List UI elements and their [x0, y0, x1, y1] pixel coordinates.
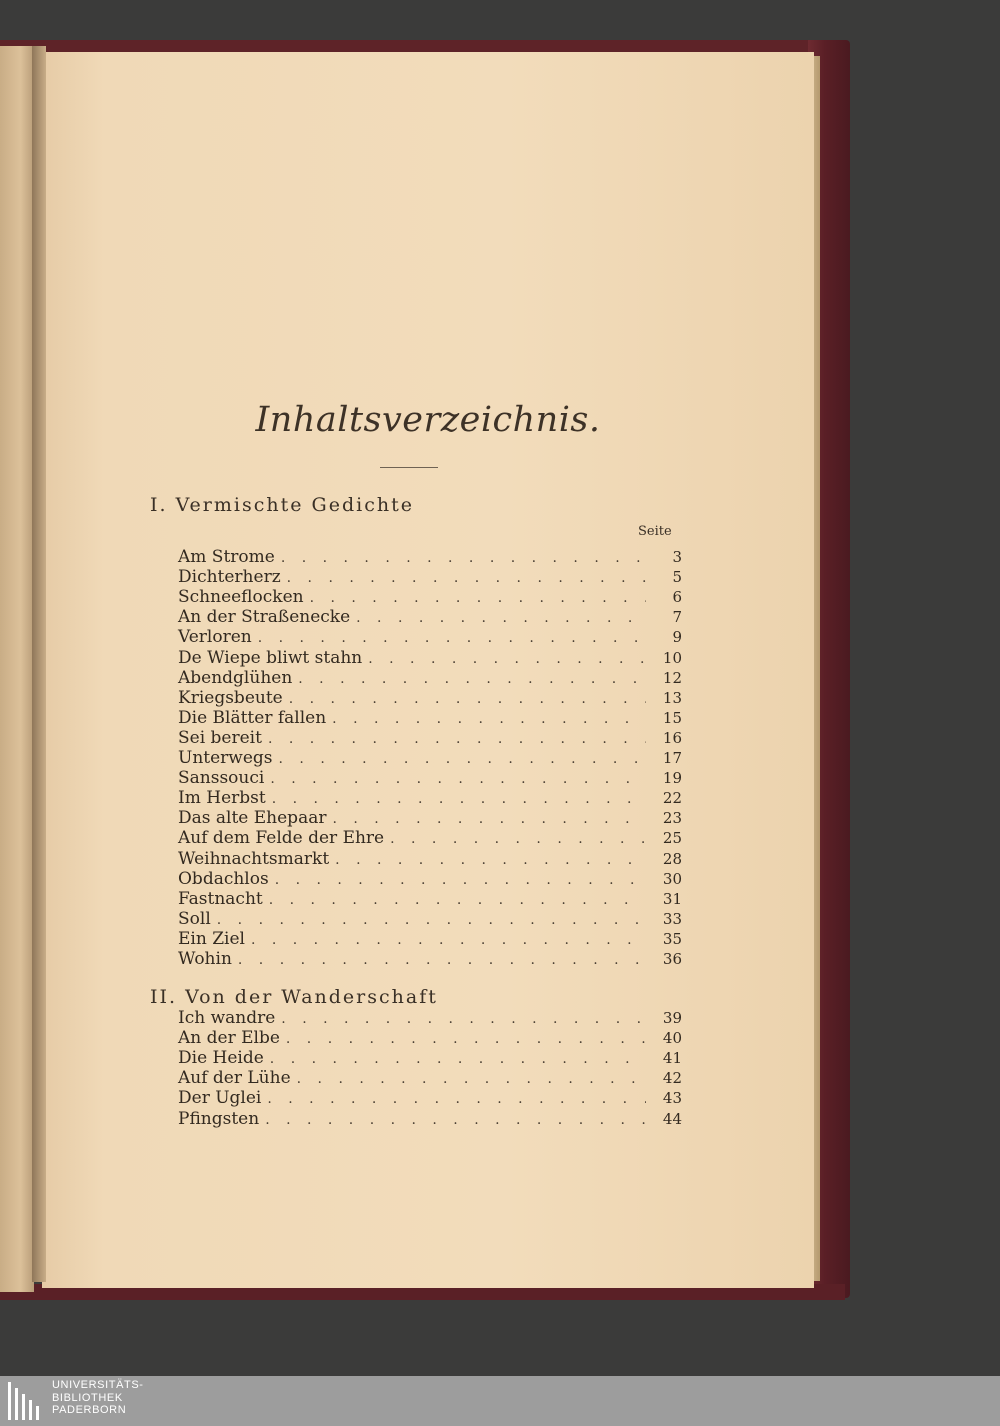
leader-dots [279, 749, 646, 769]
leader-dots [332, 709, 646, 729]
toc-entry-page: 40 [662, 1029, 682, 1048]
toc-entry-page: 10 [662, 648, 682, 667]
toc-entry-title: Im Herbst [178, 788, 266, 809]
left-page-edge [0, 46, 34, 1292]
page-title: Inhaltsverzeichnis. [255, 400, 601, 440]
toc-entry-title: An der Elbe [178, 1028, 280, 1049]
library-name [52, 1379, 144, 1417]
library-name-line-3: PADERBORN [52, 1404, 127, 1416]
page-gutter [32, 46, 46, 1282]
toc-entry-page: 31 [662, 889, 682, 908]
toc-entry-page: 35 [662, 929, 682, 948]
toc-entry-page: 41 [662, 1049, 682, 1068]
toc-entry [178, 607, 682, 627]
toc-entry [178, 828, 682, 848]
toc-entry-title: Die Heide [178, 1048, 264, 1069]
toc-entry [178, 547, 682, 567]
toc-entry [178, 1008, 682, 1028]
library-footer [0, 1376, 1000, 1426]
toc-entry-title: Die Blätter fallen [178, 707, 327, 728]
toc-entry-title: Pfingsten [178, 1108, 260, 1129]
toc-entry [178, 808, 682, 828]
toc-entry-page: 12 [662, 668, 682, 687]
toc-entry-title: Der Uglei [178, 1088, 262, 1109]
toc-entry-page: 44 [662, 1109, 682, 1128]
leader-dots [286, 1029, 646, 1049]
toc-entry-page: 5 [672, 568, 682, 587]
toc-entry-title: Sei bereit [178, 727, 262, 748]
toc-entry [178, 1109, 682, 1129]
toc-entry-page: 39 [662, 1009, 682, 1027]
toc-entry-title: Dichterherz [178, 567, 281, 588]
toc-entry [178, 668, 682, 688]
toc-entry-title: Schneeflocken [178, 587, 304, 608]
leader-dots [281, 548, 646, 568]
toc-entry-title: Das alte Ehepaar [178, 808, 327, 829]
toc-entry-page: 36 [662, 950, 682, 968]
leader-dots [238, 950, 646, 970]
toc-entry [178, 748, 682, 768]
toc-entry-page: 7 [672, 608, 682, 627]
toc-entry [178, 1028, 682, 1048]
toc-entry [178, 627, 682, 647]
toc-entry-title: Ein Ziel [178, 928, 245, 949]
leader-dots [289, 689, 646, 709]
leader-dots [272, 789, 646, 809]
leader-dots [258, 628, 646, 648]
toc-entry [178, 1088, 682, 1108]
toc-entry [178, 768, 682, 788]
toc-entry-page: 9 [672, 628, 682, 647]
toc-entry-page: 6 [672, 588, 682, 607]
toc-entry-page: 43 [662, 1089, 682, 1108]
leader-dots [270, 769, 646, 789]
toc-entry-page: 23 [662, 809, 682, 828]
toc-entry [178, 1068, 682, 1088]
toc-entry-title: Wohin [178, 949, 232, 969]
leader-dots [281, 1009, 646, 1029]
library-name-line-1: UNIVERSITÄTS- [52, 1379, 144, 1391]
toc-entry-page: 15 [662, 708, 682, 727]
leader-dots [270, 1049, 646, 1069]
library-logo-icon [6, 1380, 44, 1422]
toc-entry [178, 909, 682, 929]
toc-entry-title: Weihnachtsmarkt [178, 848, 330, 869]
toc-entry [178, 728, 682, 748]
leader-dots [390, 829, 646, 849]
leader-dots [297, 1069, 646, 1089]
toc-entry [178, 1048, 682, 1068]
leader-dots [356, 608, 646, 628]
title-rule [380, 467, 438, 468]
toc-entry-page: 33 [662, 909, 682, 928]
toc-entry-title: Fastnacht [178, 888, 263, 909]
leader-dots [275, 870, 646, 890]
toc-entry-page: 42 [662, 1069, 682, 1088]
leader-dots [269, 890, 646, 910]
toc-entry [178, 869, 682, 889]
leader-dots [368, 649, 646, 669]
library-name-line-2: BIBLIOTHEK [52, 1391, 123, 1404]
toc-entry-title: An der Straßenecke [178, 607, 351, 628]
leader-dots [310, 588, 646, 608]
toc-entry [178, 567, 682, 587]
toc-entry [178, 587, 682, 607]
leader-dots [268, 729, 646, 749]
toc-entry [178, 929, 682, 949]
toc-entry-page: 22 [662, 789, 682, 808]
toc-entry [178, 708, 682, 728]
toc-entry-page: 13 [662, 688, 682, 707]
toc-entry [178, 788, 682, 808]
toc-entry [178, 648, 682, 668]
toc-entry-page: 28 [662, 849, 682, 868]
page-column-label: Seite [638, 524, 672, 539]
leader-dots [267, 1089, 646, 1109]
toc-entry-title: Verloren [178, 627, 252, 648]
toc-entry [178, 849, 682, 869]
toc-entry-page: 17 [662, 749, 682, 767]
toc-entry-page: 30 [662, 869, 682, 888]
toc-entry-title: Obdachlos [178, 868, 269, 889]
toc-entry [178, 889, 682, 909]
leader-dots [251, 930, 646, 950]
leader-dots [265, 1110, 646, 1130]
toc-entry-title: Sanssouci [178, 768, 265, 789]
toc-entry-title: Unterwegs [178, 748, 273, 768]
leader-dots [332, 809, 646, 829]
toc-entry-title: Auf der Lühe [178, 1068, 291, 1089]
toc-entry-page: 3 [672, 548, 682, 566]
book-page [42, 52, 814, 1288]
toc-entry-title: Abendglühen [178, 667, 293, 688]
toc-entry-title: Am Strome [178, 547, 275, 567]
toc-entry-title: Kriegsbeute [178, 687, 283, 708]
toc-entry-title: Auf dem Felde der Ehre [178, 828, 385, 849]
section-heading-1: I. Vermischte Gedichte [150, 494, 414, 516]
toc-entry-page: 16 [662, 728, 682, 747]
toc-entry-title: De Wiepe bliwt stahn [178, 647, 363, 668]
leader-dots [298, 669, 646, 689]
toc-entry-title: Ich wandre [178, 1008, 276, 1028]
leader-dots [335, 850, 646, 870]
toc-entry-page: 25 [662, 829, 682, 848]
section-heading-2: II. Von der Wanderschaft [150, 986, 438, 1008]
leader-dots [287, 568, 646, 588]
toc-entry-page: 19 [662, 769, 682, 788]
toc-entry [178, 949, 682, 969]
leader-dots [217, 910, 646, 930]
toc-entry-title: Soll [178, 908, 211, 929]
toc-entry [178, 688, 682, 708]
